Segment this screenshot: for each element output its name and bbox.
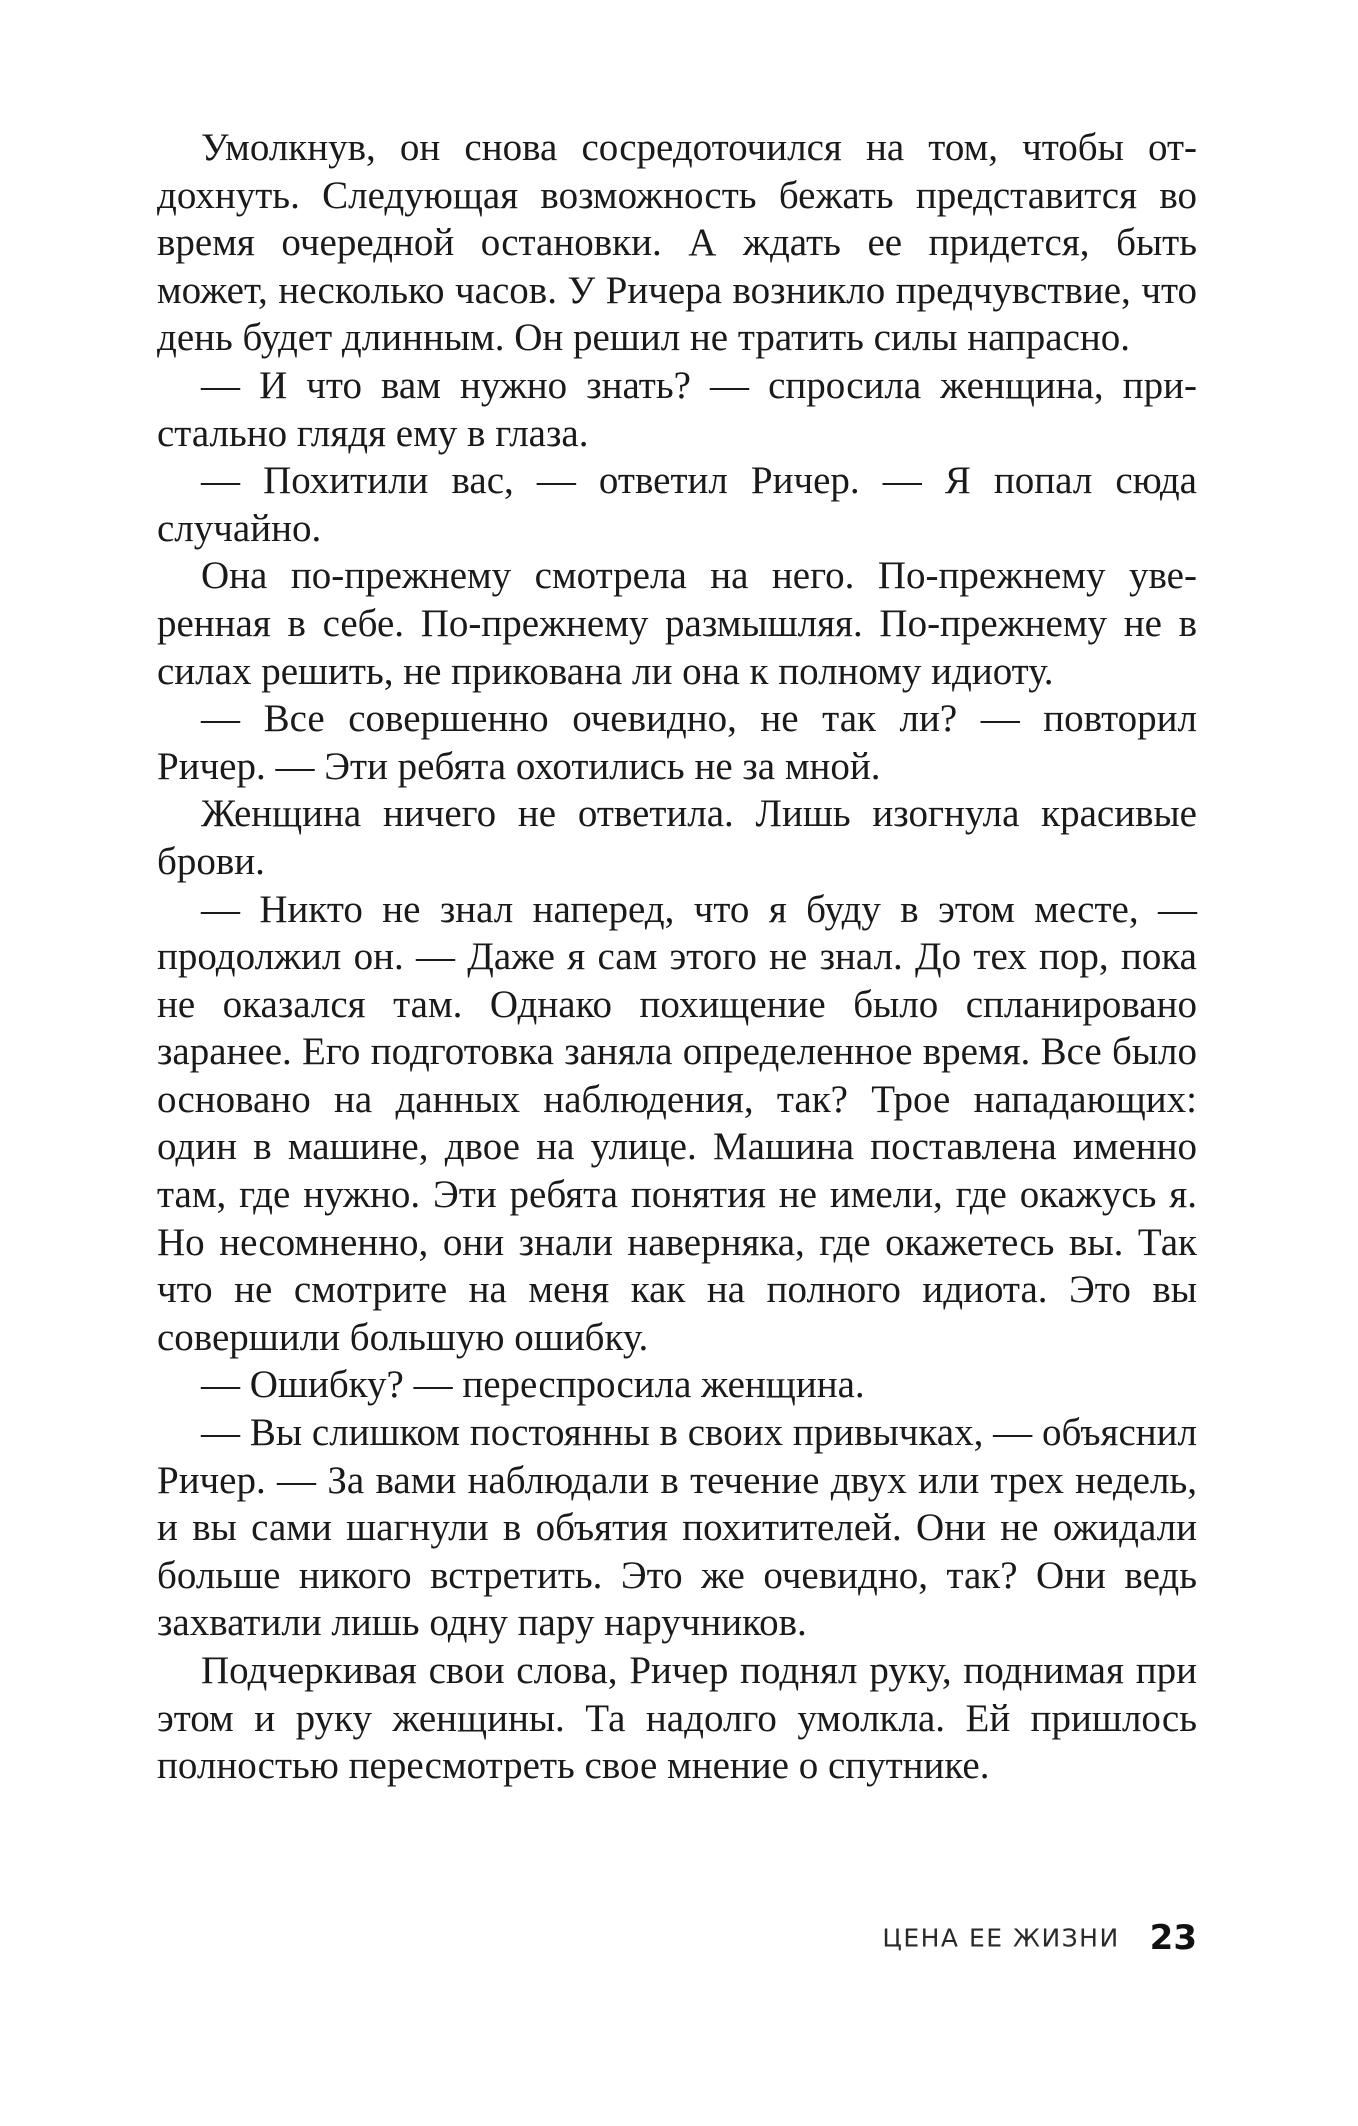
page-number: 23 bbox=[1149, 1918, 1197, 1958]
paragraph-3: — Похитили вас, — ответил Ричер. — Я попал сюда случайно. bbox=[157, 459, 1197, 550]
paragraph-6: Женщина ничего не ответила. Лишь изогнула красивые брови. bbox=[157, 792, 1197, 883]
paragraph-4: Она по-прежнему смотрела на него. По-прежнему уверенная в себе. По-прежнему размышляя. По-прежнему не в силах решить, не прикована ли она к полному идиоту. bbox=[157, 554, 1197, 693]
paragraph-7: — Никто не знал наперед, что я буду в этом месте, — продолжил он. — Даже я сам этого не знал. До тех пор, пока не оказался там. Однако похищение было спланировано заранее. Его подготовка заняла определенное время. Все было основано на данных наблюдения, так? Трое нападающих: один в машине, двое на улице. Машина поставлена именно там, где нужно. Эти ребята понятия не имели, где окажусь я. Но несомненно, они знали наверняка, где окажетесь вы. Так что не смотрите на меня как на полного идиота. Это вы совершили большую ошибку. bbox=[157, 887, 1197, 1359]
paragraph-9: — Вы слишком постоянны в своих привычках, — объяснил Ричер. — За вами наблюдали в течение двух или трех недель, и вы сами шагнули в объятия похитителей. Они не ожидали больше никого встретить. Это же очевидно, так? Они ведь захватили лишь одну пару наручников. bbox=[157, 1411, 1197, 1645]
paragraph-8: — Ошибку? — переспросила женщина. bbox=[201, 1363, 865, 1407]
paragraph-5: — Все совершенно очевидно, не так ли? — повторил Ричер. — Эти ребята охотились не за мной. bbox=[157, 697, 1197, 788]
paragraph-2: — И что вам нужно знать? — спросила женщина, пристально глядя ему в глаза. bbox=[157, 363, 1197, 455]
paragraph-1: Умолкнув, он снова сосредоточился на том, чтобы отдохнуть. Следующая возможность бежать представится во время очередной остановки. А ждать ее придется, быть может, несколько часов. У Ричера возникло предчувствие, что день будет длинным. Он решил не тратить силы напрасно. bbox=[157, 126, 1197, 360]
running-title: ЦЕНА ЕЕ ЖИЗНИ bbox=[882, 1923, 1120, 1953]
page-footer bbox=[157, 1918, 1197, 1958]
body-text bbox=[157, 124, 1197, 1790]
paragraph-10: Подчеркивая свои слова, Ричер поднял руку, поднимая при этом и руку женщины. Та надолго умолкла. Ей пришлось полностью пересмотреть свое мнение о спутнике. bbox=[157, 1649, 1197, 1788]
